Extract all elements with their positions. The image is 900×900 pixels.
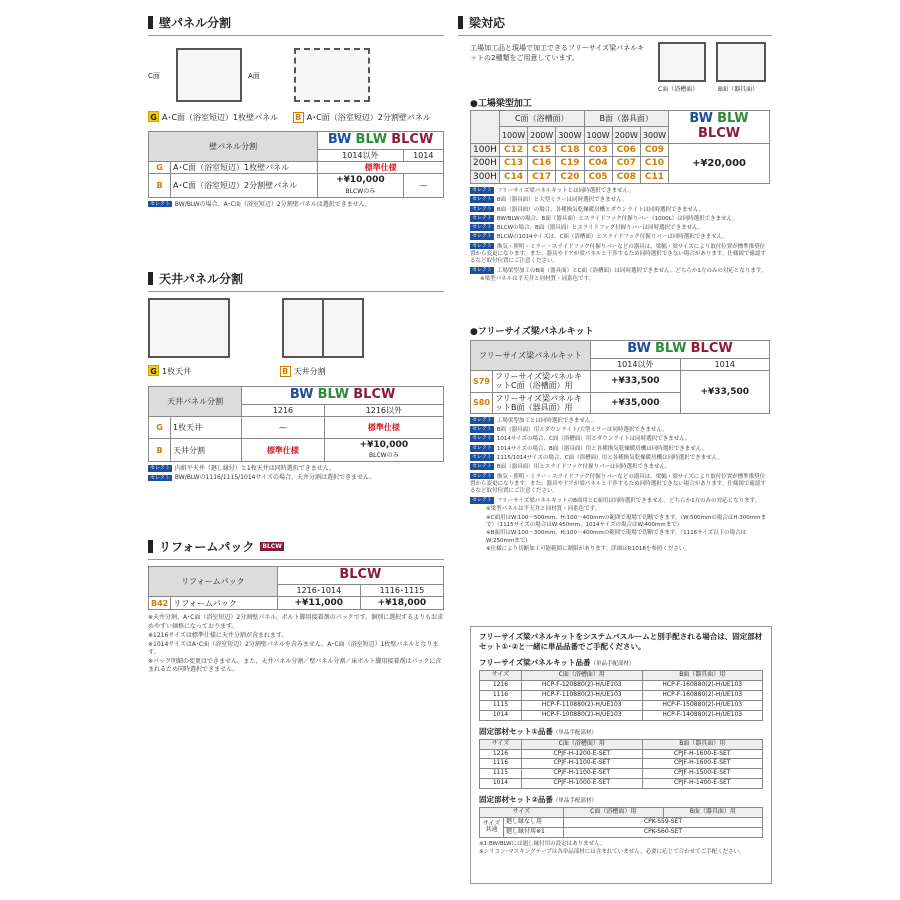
ceiling-row-b-code: B — [149, 439, 171, 462]
kit-cell: HCP-F-150880(2)-H/UE103 — [642, 700, 763, 710]
reform-note: ※パック明細の変更はできません。また、天井パネル分割／壁パネル分割／床ボルト脚用接着剤はパックに含まれるため同時選択できません。 — [148, 657, 442, 674]
option-g-badge: G — [148, 365, 159, 376]
factory-note-text: BLCWの1014サイズは、C面（浴槽面）とスライドフック付握りバーは同時選択できません。 — [496, 234, 729, 241]
free-note — [470, 473, 770, 496]
ceiling-row-b-name: 天井分割 — [171, 439, 242, 462]
option-g-text: 1枚天井 — [162, 367, 192, 376]
factory-code: C11 — [640, 170, 668, 183]
factory-row-h: 200H — [471, 157, 500, 170]
brand-bw: BW — [327, 132, 352, 147]
select-tag: セレクト — [472, 426, 492, 433]
free-note — [470, 445, 770, 453]
set1-cell: 1115 — [480, 769, 522, 779]
factory-table — [470, 110, 770, 285]
set2-cell: CPK-S59-SET — [564, 818, 763, 828]
kit-cell: HCP-F-140880(2)-H/UE103 — [642, 710, 763, 720]
factory-note-text: B面（器具面）の場合、各種換気乾燥暖房機とダウンライトは同時選択できません。 — [496, 206, 705, 213]
factory-corner — [471, 111, 500, 144]
factory-brands — [669, 111, 770, 144]
factory-code: C06 — [612, 143, 640, 156]
factory-code: C18 — [556, 143, 584, 156]
factory-code: C04 — [584, 157, 612, 170]
kit-title-sub: （単品手配部材） — [590, 661, 635, 668]
ceiling-notes — [148, 465, 444, 482]
set1-cell: CPJF-H-1100-E-SET — [522, 759, 643, 769]
free-note — [470, 463, 770, 471]
beam-title-text: 梁対応 — [469, 16, 506, 30]
factory-row-h: 100H — [471, 143, 500, 156]
wall-note-text: BW/BLWの場合、A･C面（浴室短辺）2分割壁パネルは選択できません。 — [174, 200, 372, 208]
factory-row-h: 300H — [471, 170, 500, 183]
ceiling-note — [148, 474, 444, 482]
factory-row — [471, 143, 770, 156]
set1-head: C面（浴槽面）用 — [522, 739, 643, 749]
kit-cell: HCP-F-100880(2)-H/UE103 — [522, 710, 643, 720]
brand-blcw: BLCW — [690, 341, 733, 356]
set2-title — [479, 794, 763, 805]
reform-col-1: 1216･1014 — [277, 584, 360, 596]
factory-code: C20 — [556, 170, 584, 183]
ceiling-note-text: BW/BLWの1116/1115/1014サイズの場合、天井分割は選択できません。 — [174, 474, 376, 482]
free-row-value: +¥33,500 — [591, 371, 681, 392]
factory-code: C14 — [499, 170, 527, 183]
option-g-text: A･C面（浴室短辺）1枚壁パネル — [162, 113, 279, 122]
select-tag: セレクト — [472, 224, 492, 231]
brand-bw: BW — [289, 387, 314, 402]
wall-col-1: 1014以外 — [318, 149, 403, 161]
set1-title-text: 固定部材セット①品番 — [479, 726, 553, 736]
ceiling-row-b-c2 — [324, 439, 443, 462]
wall-row-g-value: 標準仕様 — [318, 162, 444, 174]
select-tag: セレクト — [472, 435, 492, 442]
factory-col: 200W — [612, 127, 640, 143]
ceiling-table — [148, 386, 444, 484]
parts-box — [470, 626, 772, 884]
set1-cell: CPJF-H-1500-E-SET — [642, 769, 763, 779]
factory-code: C07 — [612, 157, 640, 170]
free-row-code: S79 — [471, 371, 493, 392]
free-note-text: 工場梁型加工とは同時選択できません。 — [496, 417, 597, 424]
factory-code: C16 — [528, 157, 556, 170]
beam-room-c — [658, 42, 706, 82]
ceiling-col-2: 1216以外 — [324, 404, 443, 416]
reform-table-head: リフォームパック — [149, 567, 278, 597]
free-title: ●フリーサイズ梁パネルキット — [470, 327, 594, 337]
free-note-text: フリーサイズ梁パネルキットのB面用とC面用は同時選択できません。どちらか1方のみの対応となります。 — [496, 497, 761, 504]
beam-caption-c: C面（浴槽面） — [658, 86, 699, 93]
set1-cell: 1216 — [480, 749, 522, 759]
set2-head: サイズ — [480, 808, 564, 818]
free-col-2: 1014 — [680, 358, 770, 370]
wall-title-text: 壁パネル分割 — [159, 16, 232, 30]
select-tag: セレクト — [472, 214, 492, 221]
factory-note-text: BLCWの場合、B面（器具面）とスライドフック付握りバーは同時選択できません。 — [496, 224, 704, 231]
set1-cell: CPJF-H-1100-E-SET — [522, 769, 643, 779]
factory-col: 300W — [556, 127, 584, 143]
wall-row-b-value — [318, 174, 403, 197]
factory-note — [470, 233, 770, 241]
ceiling-note-text: 内組平天井（廻し縁付）と1枚天井は同時選択できません。 — [174, 465, 336, 473]
brand-blw: BLW — [717, 111, 749, 126]
reform-note: ※天井分割、A･C面（浴室短辺）2分割壁パネル、ボルト脚用接着剤のパックです。個別に選択するよりもお求めやすい価格になっております。 — [148, 614, 444, 630]
factory-group-b: B面（器具面） — [584, 111, 669, 127]
factory-price: +¥20,000 — [669, 143, 770, 183]
set1-head: B面（器具面）用 — [642, 739, 763, 749]
wall-row-g-code: G — [149, 162, 171, 174]
set2-cell: 廻し縁なし用 — [504, 818, 564, 828]
kit-cell: HCP-F-160880(2)-H/UE103 — [642, 681, 763, 691]
ceiling-row-g-c1: — — [242, 417, 324, 439]
factory-note-text: 換気・照明・ミラー・スライドフック付握りバーなどの器具は、梁幅・梁サイズにより取付位置が標準推奨位置から変更になります。また、器具やドアが梁パネルと干渉するため同時選択できない場合があります。仕様図で確認するなど取付位置にご注意ください。 — [470, 243, 766, 265]
factory-code: C03 — [584, 143, 612, 156]
select-tag: セレクト — [150, 474, 170, 481]
reform-table — [148, 566, 444, 675]
set2-cell: 廻し縁付用※1 — [504, 827, 564, 837]
free-row-name: フリーサイズ梁パネルキットB面（器具面）用 — [493, 392, 591, 413]
blcw-badge: BLCW — [262, 543, 282, 550]
factory-note — [470, 267, 770, 275]
reform-title-text: リフォームパック — [159, 540, 255, 554]
set2-head: B面（器具面）用 — [663, 808, 762, 818]
factory-notes — [470, 187, 770, 284]
wall-section-title — [148, 14, 444, 36]
title-bar — [458, 16, 463, 29]
free-row-value: +¥35,000 — [591, 392, 681, 413]
kit-cell: HCP-F-160880(2)-H/UE103 — [642, 691, 763, 701]
free-row-name: フリーサイズ梁パネルキットC面（浴槽面）用 — [493, 371, 591, 392]
title-bar — [148, 272, 153, 285]
wall-brands — [318, 132, 444, 150]
brand-blcw: BLCW — [353, 387, 396, 402]
kit-head: サイズ — [480, 671, 522, 681]
set2-cell: CPK-S60-SET — [564, 827, 763, 837]
wall-row-b-sub: BLCWのみ — [345, 187, 376, 195]
brand-bw: BW — [689, 111, 713, 126]
select-tag: セレクト — [472, 416, 492, 423]
free-row-code: S80 — [471, 392, 493, 413]
ceiling-diagram-g — [148, 298, 234, 360]
option-b-text: A･C面（浴室短辺）2分割壁パネル — [306, 113, 431, 122]
kit-cell: HCP-F-120880(2)-H/UE103 — [522, 681, 643, 691]
ceiling-title-text: 天井パネル分割 — [159, 272, 244, 286]
kit-cell: HCP-F-110880(2)-H/UE103 — [522, 691, 643, 701]
set1-cell: CPJF-H-1400-E-SET — [642, 779, 763, 789]
set1-table — [479, 739, 763, 789]
set2-head: C面（浴槽面）用 — [564, 808, 664, 818]
wall-row-g-name: A･C面（浴室短辺）1枚壁パネル — [171, 162, 318, 174]
reform-brand: BLCW — [277, 567, 443, 585]
select-tag: セレクト — [150, 200, 170, 207]
set1-title — [479, 726, 763, 737]
free-note-text: B面（器具面）用とダウンライト/大型ミラーは同時選択できません。 — [496, 427, 668, 434]
factory-code: C08 — [612, 170, 640, 183]
wall-table — [148, 131, 444, 209]
brand-bw: BW — [627, 341, 651, 356]
beam-section — [458, 14, 772, 36]
ceiling-row-b-c1: 標準仕様 — [242, 439, 324, 462]
free-note-text: 1115/1014サイズの場合、C面（浴槽面）用と各種換気乾燥暖房機は同時選択できません。 — [496, 454, 723, 461]
factory-note — [470, 215, 770, 223]
wall-room-g — [176, 48, 242, 102]
factory-group-c: C面（浴槽面） — [499, 111, 584, 127]
select-tag: セレクト — [472, 242, 492, 249]
wall-section — [148, 14, 444, 36]
kit-title — [479, 657, 763, 668]
kit-cell: HCP-F-110880(2)-H/UE103 — [522, 700, 643, 710]
label-c: C面 — [148, 72, 160, 80]
set1-title-sub: （単品手配部材） — [552, 729, 597, 736]
set1-cell: 1014 — [480, 779, 522, 789]
factory-note-text: BW/BLWの場合、B面（器具面）とスライドフック付握りバー（1000L）は同時選択できません。 — [496, 215, 738, 222]
reform-row-code: B42 — [149, 597, 171, 610]
select-tag: セレクト — [472, 205, 492, 212]
kit-table — [479, 670, 763, 720]
wall-room-b — [294, 48, 370, 102]
free-extra: ※梁型パネルは平天井と同材質・同系色です。 — [486, 506, 601, 513]
ceiling-section — [148, 270, 444, 292]
parts-lead: フリーサイズ梁パネルキットをシステムバスルームと別手配される場合は、固定部材セット①･②と一緒に単品品番でご手配ください。 — [479, 632, 763, 652]
free-note-text: B面（器具面）用とスライドフック付握りバーは同時選択できません。 — [496, 464, 671, 471]
free-note — [470, 497, 770, 505]
select-tag: セレクト — [472, 463, 492, 470]
set1-cell: CPJF-H-1600-E-SET — [642, 749, 763, 759]
ceiling-col-1: 1216 — [242, 404, 324, 416]
reform-row-v2: +¥18,000 — [360, 597, 443, 610]
set1-head: サイズ — [480, 739, 522, 749]
factory-code: C05 — [584, 170, 612, 183]
reform-row-name: リフォームパック — [171, 597, 278, 610]
factory-code: C19 — [556, 157, 584, 170]
set1-cell: CPJF-H-1200-E-SET — [522, 749, 643, 759]
factory-note — [470, 196, 770, 204]
ceiling-table-head: 天井パネル分割 — [149, 387, 242, 417]
free-notes — [470, 417, 770, 554]
set2-table — [479, 807, 763, 838]
option-g-badge: G — [148, 111, 159, 122]
beam-intro: 工場加工品と現場で加工できるフリーサイズ梁パネルキットの2種類をご用意しています。 — [470, 44, 645, 62]
parts-note: ※シリコン･マスキングテープは各単品部材には含まれていません。必要に応じて合わせてご手配ください。 — [479, 849, 745, 856]
free-note-text: 換気・照明・ミラー・スライドフック付握りバーなどの器具は、梁幅・梁サイズにより取付位置が標準推奨位置から変更になります。また、器具やドアが梁パネルと干渉するため同時選択できない場合があります。仕様図で確認するなど取付位置にご注意ください。 — [470, 473, 766, 495]
brand-blcw: BLCW — [391, 132, 434, 147]
wall-row-b-price: +¥10,000 — [336, 175, 385, 186]
beam-diagram-b — [716, 42, 770, 94]
free-table — [470, 340, 770, 555]
wall-diagram-b — [292, 44, 382, 106]
factory-note — [470, 224, 770, 232]
free-col-1: 1014以外 — [591, 358, 681, 370]
set2-title-text: 固定部材セット②品番 — [479, 795, 553, 805]
select-tag: セレクト — [472, 233, 492, 240]
reform-section — [148, 538, 444, 560]
free-1014-value: +¥33,500 — [680, 371, 770, 414]
free-extras — [470, 506, 770, 554]
factory-code: C10 — [640, 157, 668, 170]
reform-note: ※1216サイズは標準仕様に天井分割が含まれます。 — [148, 631, 288, 639]
reform-col-2: 1116･1115 — [360, 584, 443, 596]
set2-title-sub: （単品手配部材） — [552, 798, 597, 805]
kit-title-text: フリーサイズ梁パネルキット品番 — [479, 658, 591, 668]
free-extra: ※C面用はW:100〜500mm、H:100〜400mmの範囲で現場で切断できます。（W:500mmの場合はH:300mmまで）（1115サイズの場合はW:450mm、1014サイズの場合はW:400mmまで） — [486, 514, 767, 528]
ceiling-note — [148, 465, 444, 473]
kit-cell: 1115 — [480, 700, 522, 710]
title-bar — [148, 540, 153, 553]
wall-row-b-code: B — [149, 174, 171, 197]
free-note-text: 1014サイズの場合、B面（器具面）用と各種換気乾燥暖房機は同時選択できません。 — [496, 445, 708, 452]
ceiling-options — [148, 365, 444, 377]
kit-cell: 1014 — [480, 710, 522, 720]
option-b-badge: B — [293, 112, 304, 123]
ceiling-row-g-name: 1枚天井 — [171, 417, 242, 439]
kit-cell: 1116 — [480, 691, 522, 701]
parts-notes — [479, 841, 763, 857]
beam-section-title — [458, 14, 772, 36]
beam-room-b — [716, 42, 766, 82]
factory-col: 100W — [584, 127, 612, 143]
kit-head: C面（浴槽面）用 — [522, 671, 643, 681]
brand-blw: BLW — [654, 341, 687, 356]
set1-cell: 1116 — [480, 759, 522, 769]
select-tag: セレクト — [150, 465, 170, 472]
wall-table-head: 壁パネル分割 — [149, 132, 318, 162]
kit-head: B面（器具面）用 — [642, 671, 763, 681]
factory-note-extra: ※梁型パネルは平天井と同材質・同系色です。 — [480, 276, 595, 283]
free-note — [470, 435, 770, 443]
option-b-badge: B — [280, 366, 291, 377]
wall-col-2: 1014 — [403, 149, 443, 161]
set1-cell: CPJF-H-1000-E-SET — [522, 779, 643, 789]
factory-code: C15 — [528, 143, 556, 156]
ceiling-room-g — [148, 298, 230, 358]
reform-notes — [148, 614, 444, 674]
ceiling-row-g-c2: 標準仕様 — [324, 417, 443, 439]
select-tag: セレクト — [472, 444, 492, 451]
free-note — [470, 426, 770, 434]
ceiling-row-b-price: +¥10,000 — [359, 440, 409, 451]
wall-row-b-1014: — — [403, 174, 443, 197]
wall-options — [148, 111, 444, 123]
factory-note-text: フリーサイズ梁パネルキットとは同時選択できません。 — [496, 187, 634, 194]
ceiling-diagram-b — [282, 298, 368, 360]
brand-blcw: BLCW — [698, 125, 741, 141]
set1-cell: CPJF-H-1600-E-SET — [642, 759, 763, 769]
reform-row-v1: +¥11,000 — [277, 597, 360, 610]
select-tag: セレクト — [472, 454, 492, 461]
free-brands — [591, 341, 770, 359]
factory-note-text: B面（器具面）と大型ミラーは同時選択できません。 — [496, 197, 628, 204]
free-note — [470, 417, 770, 425]
set2-rowhead: サイズ共通 — [480, 818, 504, 838]
ceiling-section-title — [148, 270, 444, 292]
free-table-head: フリーサイズ梁パネルキット — [471, 341, 591, 371]
factory-code: C09 — [640, 143, 668, 156]
reform-note: ※1014サイズはA･C面（浴室短辺）2分割壁パネルを含みません。A･C面（浴室短辺）1枚壁パネルとなります。 — [148, 640, 439, 656]
factory-note — [470, 187, 770, 195]
wall-note — [148, 201, 444, 209]
ceiling-brands — [242, 387, 444, 405]
title-bar — [148, 16, 153, 29]
brand-blw: BLW — [317, 387, 350, 402]
free-note — [470, 454, 770, 462]
factory-code: C17 — [528, 170, 556, 183]
factory-col: 200W — [528, 127, 556, 143]
factory-note — [470, 206, 770, 214]
select-tag: セレクト — [472, 472, 492, 479]
factory-note-text: 工場梁型加工のB面（器具面）とC面（浴槽面）は同時選択できません。どちらか1方のみの対応となります。 — [496, 267, 767, 274]
factory-col: 300W — [640, 127, 668, 143]
factory-code: C13 — [499, 157, 527, 170]
ceiling-row-g-code: G — [149, 417, 171, 439]
factory-title: ●工場梁型加工 — [470, 99, 532, 109]
beam-caption-b: B面（器具面） — [718, 86, 759, 93]
option-b-text: 天井分割 — [293, 367, 326, 376]
factory-col: 100W — [499, 127, 527, 143]
factory-code: C12 — [499, 143, 527, 156]
reform-section-title — [148, 538, 444, 560]
free-extra: ※B面用はW:100〜300mm、H:100〜400mmの範囲で現場で切断できます。（1116サイズ以下の場合はW:250mmまで） — [486, 530, 747, 544]
select-tag: セレクト — [472, 496, 492, 503]
factory-note — [470, 243, 770, 266]
wall-diagram-g — [148, 44, 278, 106]
brand-blw: BLW — [355, 132, 388, 147]
label-a: A面 — [248, 72, 260, 80]
ceiling-row-b-sub: BLCWのみ — [369, 452, 399, 460]
wall-row-b-name: A･C面（浴室短辺）2分割壁パネル — [171, 174, 318, 197]
select-tag: セレクト — [472, 266, 492, 273]
free-extra: ※仕様により切断加工可能範囲に制限があります。詳細はP.1018を参照ください。 — [486, 546, 690, 553]
ceiling-split-line — [322, 298, 324, 358]
select-tag: セレクト — [472, 196, 492, 203]
free-note-text: 1014サイズの場合、C面（浴槽面）用とダウンライトは同時選択できません。 — [496, 436, 691, 443]
parts-note: ※1:BW/BLWには廻し縁付用の設定はありません。 — [479, 840, 606, 847]
select-tag: セレクト — [472, 186, 492, 193]
beam-diagram-c — [658, 42, 708, 94]
kit-cell: 1216 — [480, 681, 522, 691]
